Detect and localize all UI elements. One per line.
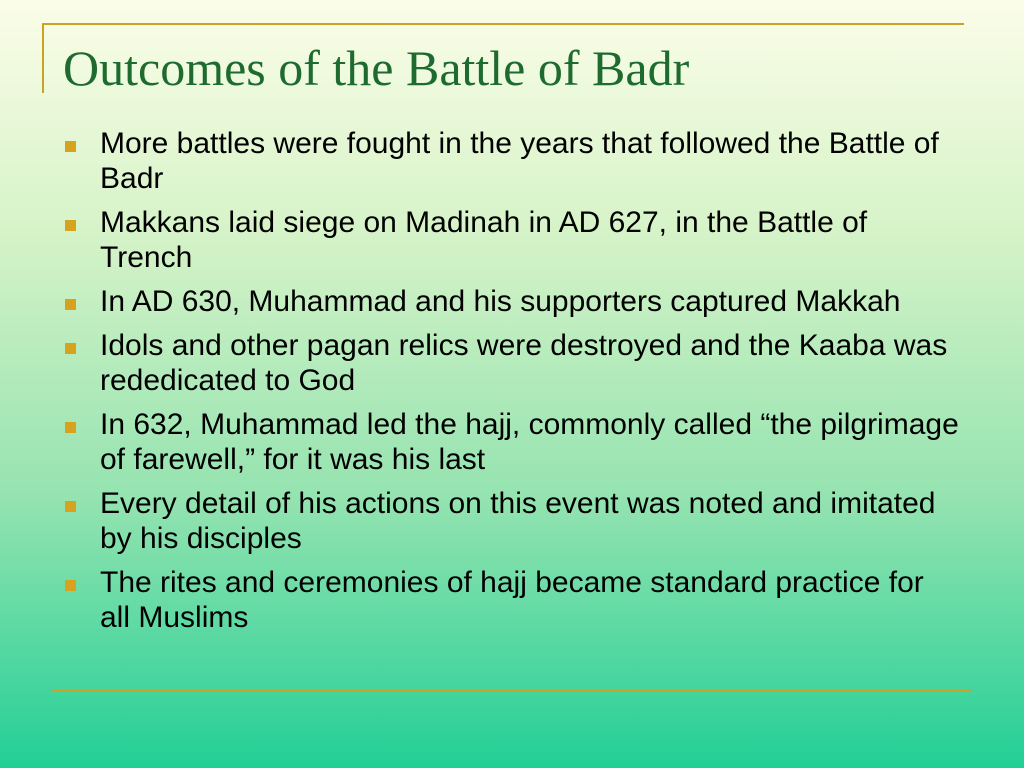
bullet-text: More battles were fought in the years that followed the Battle of Badr [100,127,939,195]
square-bullet-icon [65,220,76,231]
frame-top-border [42,23,964,25]
footer-divider-line [52,690,972,692]
bullet-text: Makkans laid siege on Madinah in AD 627, in the Battle of Trench [100,206,868,274]
bullet-text: Idols and other pagan relics were destroyed and the Kaaba was rededicated to God [100,329,948,397]
square-bullet-icon [65,501,76,512]
bullet-text: In AD 630, Muhammad and his supporters captured Makkah [100,285,901,318]
bullet-item [62,486,962,556]
square-bullet-icon [65,141,76,152]
square-bullet-icon [65,422,76,433]
bullet-item [62,407,962,477]
bullet-text: In 632, Muhammad led the hajj, commonly called “the pilgrimage of farewell,” for it was his last [100,408,959,476]
square-bullet-icon [65,299,76,310]
bullet-item [62,284,962,319]
bullet-text: Every detail of his actions on this event was noted and imitated by his disciples [100,487,936,555]
bullet-item [62,126,962,196]
bullet-text: The rites and ceremonies of hajj became standard practice for all Muslims [100,566,924,634]
square-bullet-icon [65,343,76,354]
square-bullet-icon [65,580,76,591]
bullet-item [62,205,962,275]
slide-title: Outcomes of the Battle of Badr [63,40,690,96]
bullet-item [62,328,962,398]
bullet-list [62,126,962,644]
bullet-item [62,565,962,635]
frame-left-border [42,23,44,93]
